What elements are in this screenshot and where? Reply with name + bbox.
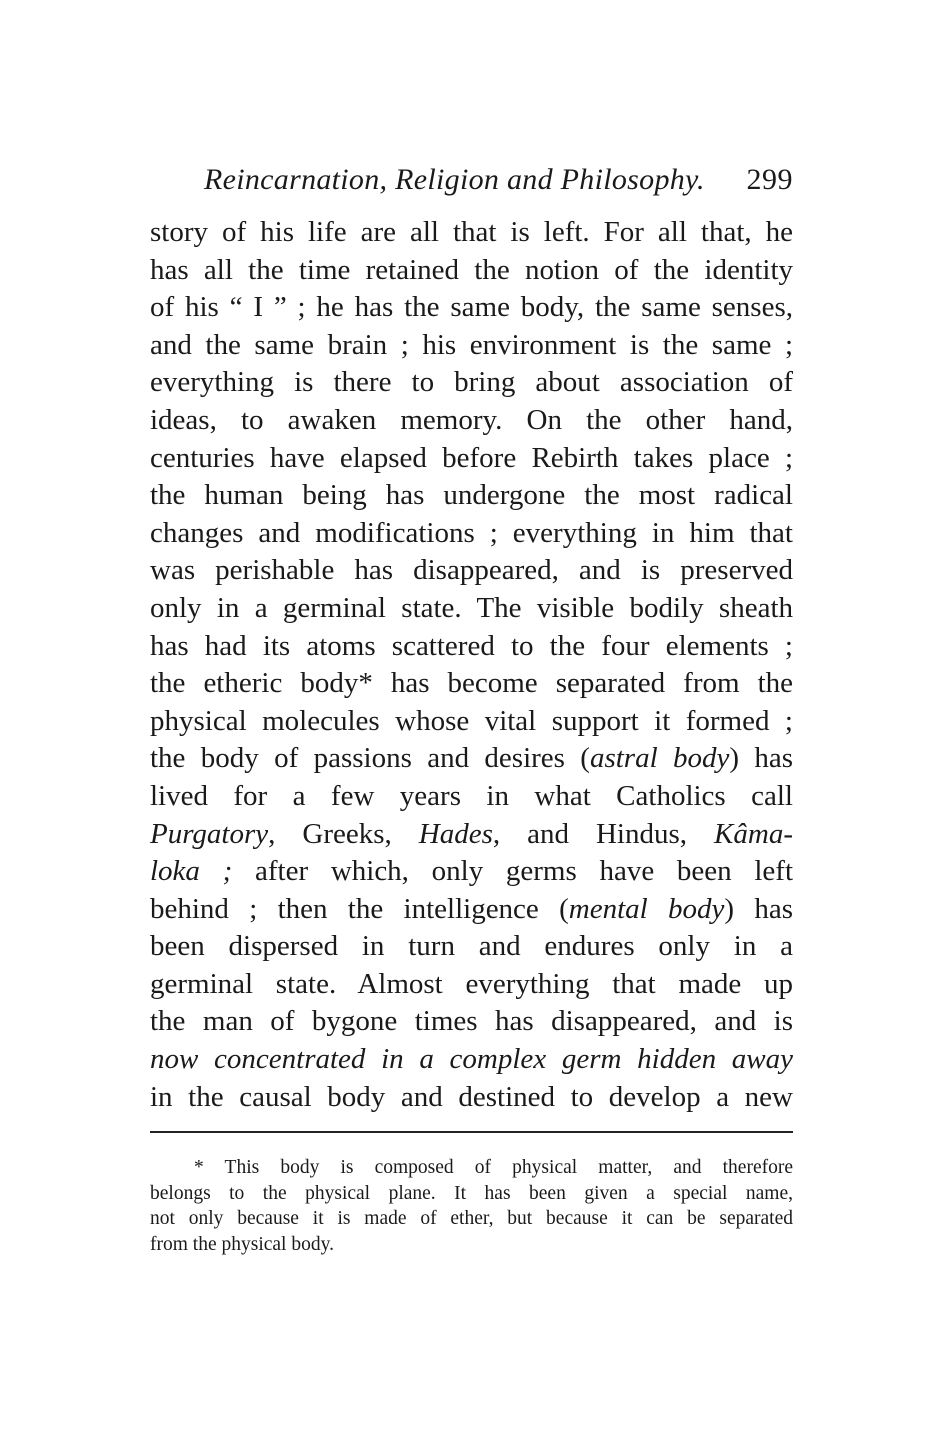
text-line: ideas, to awaken memory. On the other hand, bbox=[150, 403, 793, 436]
page-number: 299 bbox=[746, 163, 793, 196]
italic-term-purgatory: Purgatory bbox=[150, 817, 269, 850]
text-segment: behind ; then the intelligence ( bbox=[150, 892, 569, 925]
text-segment: , and Hindus, bbox=[492, 817, 715, 850]
text-line: lived for a few years in what Catholics call bbox=[150, 779, 793, 812]
text-line: the man of bygone times has disappeared, and is bbox=[150, 1005, 793, 1038]
text-segment: the body of passions and desires ( bbox=[150, 742, 590, 775]
text-segment: , Greeks, bbox=[268, 817, 419, 850]
text-line: everything is there to bring about association of bbox=[150, 366, 793, 399]
text-line: the etheric body* has become separated from the bbox=[150, 667, 793, 700]
footnote-line: belongs to the physical plane. It has been given a special name, bbox=[150, 1182, 793, 1204]
running-title: Reincarnation, Religion and Philosophy. bbox=[204, 163, 705, 196]
text-line: has had its atoms scattered to the four elements ; bbox=[150, 629, 793, 662]
text-line-italic: now concentrated in a complex germ hidden away bbox=[150, 1043, 793, 1076]
text-line: and the same brain ; his environment is the same ; bbox=[150, 328, 793, 361]
footnote bbox=[150, 1155, 793, 1257]
text-line: only in a germinal state. The visible bodily sheath bbox=[150, 591, 793, 624]
text-line bbox=[150, 891, 793, 929]
text-line bbox=[150, 740, 793, 778]
text-segment: after which, only germs have been left bbox=[232, 855, 793, 888]
text-line: in the causal body and destined to develop a new bbox=[150, 1080, 793, 1113]
text-line: story of his life are all that is left. For all that, he bbox=[150, 216, 793, 248]
text-line: has all the time retained the notion of the identity bbox=[150, 253, 793, 286]
italic-term-mental-body: mental body bbox=[568, 892, 725, 925]
footnote-line: from the physical body. bbox=[150, 1233, 334, 1255]
body-text bbox=[150, 214, 793, 1116]
text-line: centuries have elapsed before Rebirth takes place ; bbox=[150, 441, 793, 474]
text-line: of his “ I ” ; he has the same body, the same senses, bbox=[150, 291, 793, 324]
italic-term-hades: Hades bbox=[418, 817, 493, 850]
italic-term-kamaloka-end: loka ; bbox=[150, 855, 233, 888]
text-line: was perishable has disappeared, and is preserved bbox=[150, 554, 793, 587]
italic-term-kamaloka: Kâma- bbox=[714, 817, 793, 850]
text-line: germinal state. Almost everything that made up bbox=[150, 967, 793, 1000]
text-line: been dispersed in turn and endures only in a bbox=[150, 930, 793, 963]
footnote-line: not only because it is made of ether, but because it can be separated bbox=[150, 1208, 793, 1230]
text-segment: ) has bbox=[724, 892, 793, 925]
text-line bbox=[150, 853, 793, 891]
book-page bbox=[150, 160, 793, 1257]
italic-term-astral-body: astral body bbox=[589, 742, 730, 775]
footnote-line: * This body is composed of physical matter, and therefore bbox=[194, 1157, 793, 1179]
running-head bbox=[150, 160, 793, 200]
text-line: changes and modifications ; everything in him that bbox=[150, 516, 793, 549]
footnote-rule bbox=[150, 1131, 793, 1133]
text-line bbox=[150, 816, 793, 854]
text-line: the human being has undergone the most radical bbox=[150, 479, 793, 512]
text-segment: ) has bbox=[729, 742, 793, 775]
text-line: physical molecules whose vital support it formed ; bbox=[150, 704, 793, 737]
